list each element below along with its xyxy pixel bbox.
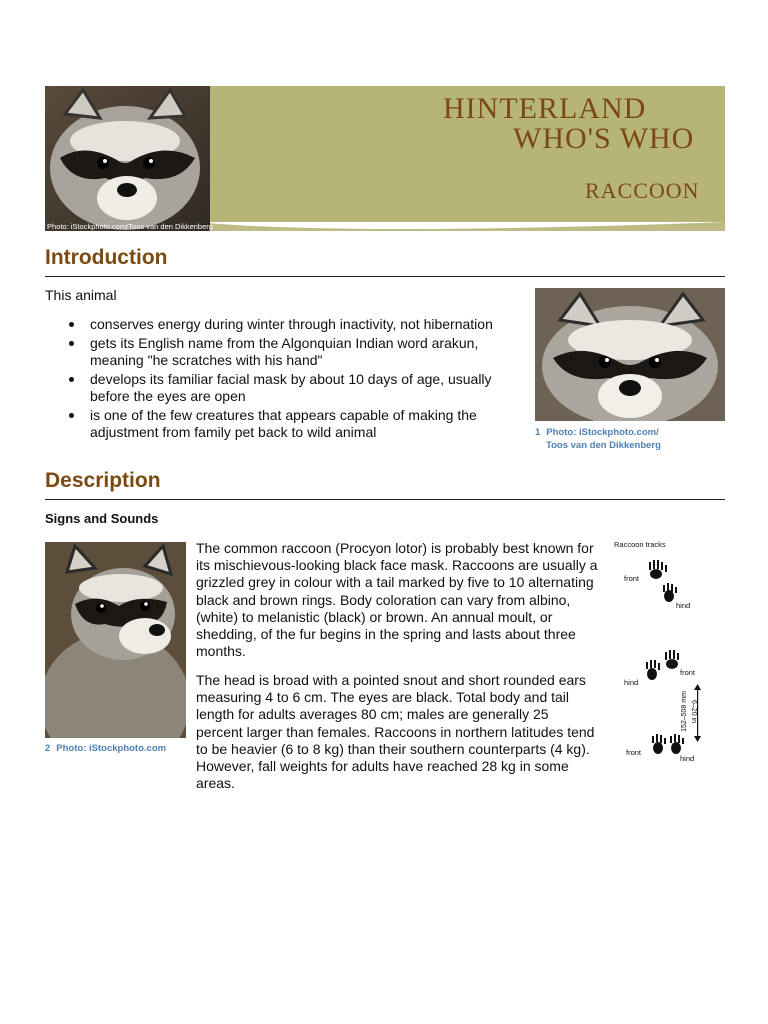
description-paragraph-2: The head is broad with a pointed snout and short rounded ears measuring 4 to 6 cm. The eyes are black. Total body and tail length for adults averages 80 cm; males are generally 25 percent larger than females. Raccoons in northern latitudes tend to be heavier (6 to 8 kg) than their southern counterparts (4 kg). However, fall weights for adults have reached 28 kg in some areas. [196,672,595,792]
tracks-measure-inches: 6–20 in [689,700,697,723]
introduction-heading: Introduction [45,246,168,269]
tracks-measure-mm: 152–508 mm [680,691,688,732]
introduction-rule [45,276,725,277]
description-paragraph-1: The common raccoon (Procyon lotor) is probably best known for its mischievous-looking black face mask. Raccoons are usually a grizzled grey in colour with a tail marked by five to 10 alternating black and brown rings. Body coloration can vary from albino, (white) to melanistic (black) or brown. An annual moult, or shedding, of the fur begins in the spring and lasts about three months. [196,540,598,660]
tracks-label-front-2: front [680,668,696,677]
figure-2-caption [45,743,166,756]
list-item: develops its familiar facial mask by about 10 days of age, usually before the eyes are open [45,371,505,406]
raccoon-tracks-diagram [614,538,714,770]
description-rule [45,499,725,500]
figure-1-raccoon-photo [535,288,725,421]
figure-2-raccoon-photo [45,542,186,738]
species-title: RACCOON [585,178,700,203]
figure-2-caption-text: Photo: iStockphoto.com [56,743,167,754]
banner-raccoon-photo [45,86,210,231]
tracks-title: Raccoon tracks [614,540,666,549]
figure-2-number: 2 [45,743,51,754]
introduction-lead: This animal [45,287,117,303]
description-heading: Description [45,469,161,492]
tracks-label-hind-1: hind [676,601,691,610]
brand-hinterland: HINTERLAND [443,92,647,125]
banner-photo-credit: Photo: iStockphoto.com/Toos van den Dikkenberg [47,222,213,231]
tracks-label-hind-2: hind [624,678,639,687]
list-item: conserves energy during winter through inactivity, not hibernation [45,316,505,334]
tracks-label-front-1: front [624,574,640,583]
tracks-label-hind-3: hind [680,754,695,763]
figure-1-caption [535,427,661,452]
list-item: is one of the few creatures that appears capable of making the adjustment from family pet back to wild animal [45,407,505,442]
signs-and-sounds-subheading: Signs and Sounds [45,511,159,526]
paw-prints-icon [614,538,714,770]
header-banner [45,86,725,231]
figure-1-caption-line1: Photo: iStockphoto.com/ [546,427,659,438]
brand-whos-who: WHO'S WHO [513,122,695,155]
tracks-label-front-3: front [626,748,642,757]
figure-1-caption-line2: Toos van den Dikkenberg [546,439,661,451]
list-item: gets its English name from the Algonquian Indian word arakun, meaning "he scratches with his hand" [45,335,505,370]
introduction-bullet-list [45,316,505,443]
figure-1-number: 1 [535,427,541,438]
